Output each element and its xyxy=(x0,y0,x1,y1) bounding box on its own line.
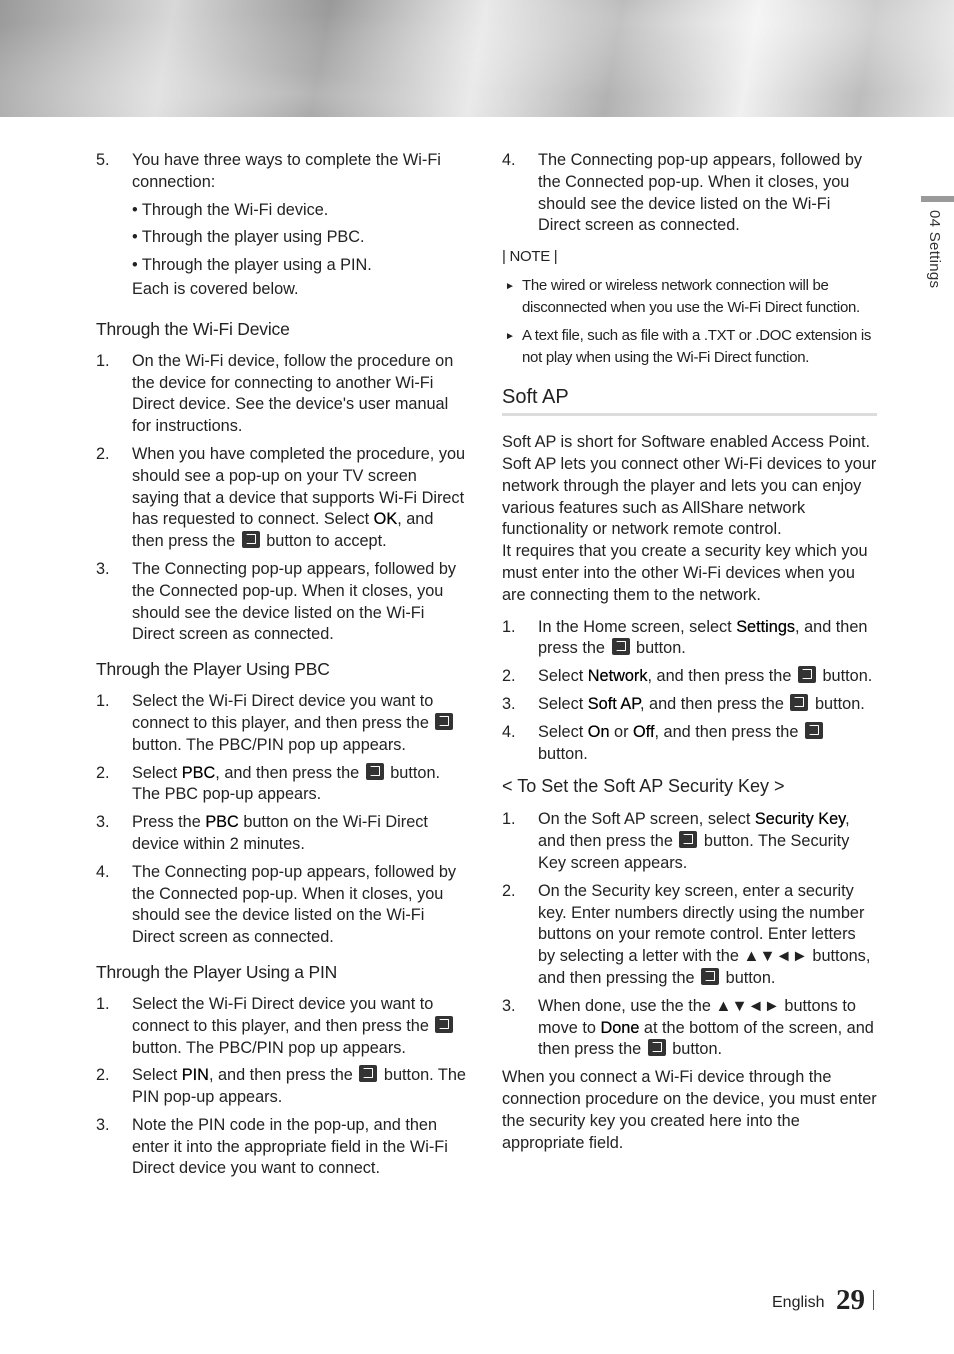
step-text: button. The PIN pop-up appears. xyxy=(132,1066,466,1107)
enter-button-icon xyxy=(612,638,630,655)
step-text: button. xyxy=(817,667,873,686)
body-text: It requires that you create a security key which you must enter into the other Wi-Fi devices when you are connecting them to the network. xyxy=(502,542,868,604)
step-number: 3. xyxy=(96,1115,110,1134)
right-column xyxy=(502,150,877,1154)
step-item xyxy=(96,763,468,807)
step-text: Select xyxy=(538,694,588,713)
step-text: The Connecting pop-up appears, followed by the Connected pop-up. When it closes, you should see the device listed on the Wi-Fi Direct screen as connected. xyxy=(132,559,457,644)
step-text: , and then press the xyxy=(208,1066,358,1085)
step-item xyxy=(502,694,877,716)
step-item xyxy=(96,994,468,1059)
step-number: 5. xyxy=(96,151,110,169)
step-text: Select xyxy=(538,667,588,686)
step-item xyxy=(96,1065,468,1109)
step-text: or xyxy=(609,722,634,741)
enter-button-icon xyxy=(790,694,808,711)
footer-language: English xyxy=(772,1294,825,1311)
step-text: button. The PBC pop-up appears. xyxy=(132,763,441,804)
ui-term: PBC xyxy=(205,813,239,832)
enter-button-icon xyxy=(435,1016,453,1033)
step-text: button on the Wi-Fi Direct device within 2 minutes. xyxy=(132,813,428,853)
step-item xyxy=(502,150,877,237)
step-item xyxy=(96,862,468,949)
step-number: 3. xyxy=(96,813,110,832)
subsection-heading: < To Set the Soft AP Security Key > xyxy=(502,776,785,797)
step-text: Note the PIN code in the pop-up, and then enter it into the appropriate field in the Wi-Fi Direct device you want to connect. xyxy=(132,1115,448,1178)
step-item xyxy=(96,812,468,856)
step-text: Select the Wi-Fi Direct device you want to connect to this player, and then press the xyxy=(132,692,434,732)
step-text: button. xyxy=(810,694,865,713)
step-text: , and then press the xyxy=(538,810,850,851)
body-text: Soft AP is short for Software enabled Access Point. xyxy=(502,433,871,452)
step-text: When you have completed the procedure, you should see a pop-up on your TV screen saying that a device that supports Wi-Fi Direct has requested to connect. Select xyxy=(132,444,466,529)
step-text: On the Wi-Fi device, follow the procedure on the device for connecting to another Wi-Fi Direct device. See the device's user manual for instructions. xyxy=(132,351,454,436)
enter-button-icon xyxy=(679,831,697,848)
step-number: 1. xyxy=(502,617,516,636)
step-text: at the bottom of the screen, and then press the xyxy=(538,1018,874,1059)
step-text: Select xyxy=(132,763,182,782)
step-text: , and then press the xyxy=(647,667,796,686)
step-item xyxy=(502,996,877,1061)
step-item xyxy=(502,617,877,661)
ui-term: On xyxy=(587,722,610,741)
step-text: button. xyxy=(538,744,588,763)
step-number: 4. xyxy=(502,722,516,741)
ui-term: PBC xyxy=(181,763,216,782)
step-text: , and then press the xyxy=(640,694,789,713)
step-text: In the Home screen, select xyxy=(538,617,737,636)
section-heading: Through the Player Using a PIN xyxy=(96,961,338,982)
bullet-item: • Through the player using PBC. xyxy=(132,228,365,247)
note-text: A text file, such as file with a .TXT or .DOC extension is not play when using the Wi-Fi Direct function. xyxy=(522,327,872,367)
step-text: You have three ways to complete the Wi-Fi connection: xyxy=(132,151,441,191)
step-text: Select xyxy=(132,1066,182,1085)
step-text: button. xyxy=(667,1040,723,1059)
enter-button-icon xyxy=(798,666,816,683)
body-text: When you connect a Wi-Fi device through the connection procedure on the device, you must enter the security key you created here into the appropriate field. xyxy=(502,1068,877,1152)
step-number: 2. xyxy=(502,667,516,686)
step-item xyxy=(96,150,468,194)
ui-term: Done xyxy=(600,1018,640,1037)
ui-term: Network xyxy=(587,667,648,686)
body-text: Soft AP lets you connect other Wi-Fi devices to your network through the player and lets you can enjoy various features such as AllShare network functionality or network remote control. xyxy=(502,454,877,539)
step-text: button to accept. xyxy=(261,532,387,551)
step-item xyxy=(96,1115,468,1180)
section-heading: Through the Player Using PBC xyxy=(96,659,330,680)
step-text: Press the xyxy=(132,813,206,832)
step-item xyxy=(96,351,468,438)
step-item xyxy=(96,444,468,553)
step-item xyxy=(502,881,877,990)
step-text: , and then press the xyxy=(538,617,868,658)
enter-button-icon xyxy=(435,713,453,730)
step-number: 2. xyxy=(96,1066,110,1085)
note-item xyxy=(502,325,877,369)
step-number: 2. xyxy=(96,763,110,782)
step-number: 2. xyxy=(96,444,110,463)
triangle-bullet-icon: ► xyxy=(505,281,515,293)
step-text: button. The PBC/PIN pop up appears. xyxy=(132,735,406,754)
page-number: 29 xyxy=(836,1284,865,1316)
left-column xyxy=(96,150,468,1186)
step-number: 1. xyxy=(96,994,110,1013)
ui-term: OK xyxy=(373,510,398,529)
step-text: button. The Security Key screen appears. xyxy=(538,832,850,872)
note-item xyxy=(502,275,877,319)
enter-button-icon xyxy=(366,763,384,780)
step-number: 3. xyxy=(502,694,516,713)
ui-term: Security Key xyxy=(754,810,846,829)
note-label: | NOTE | xyxy=(502,248,558,266)
step-text: button. The PBC/PIN pop up appears. xyxy=(132,1038,406,1057)
section-heading: Through the Wi-Fi Device xyxy=(96,318,290,339)
step-item xyxy=(502,666,877,688)
step-number: 2. xyxy=(502,881,516,900)
step-number: 1. xyxy=(96,351,110,370)
side-tab-label: 04 Settings xyxy=(926,210,943,289)
step-text: Select the Wi-Fi Direct device you want to connect to this player, and then press the xyxy=(132,994,434,1035)
side-tab-bar xyxy=(921,196,954,202)
step-number: 3. xyxy=(96,559,110,578)
step-number: 1. xyxy=(96,692,110,711)
ui-term: PIN xyxy=(181,1066,209,1085)
step-item xyxy=(502,809,877,874)
section-heading: Soft AP xyxy=(502,385,877,416)
bullet-list xyxy=(132,200,468,277)
step-number: 1. xyxy=(502,810,516,829)
step-text: button. xyxy=(721,968,776,987)
ui-term: Off xyxy=(633,722,655,741)
step-text: , and then press the xyxy=(132,510,434,551)
note-text: The wired or wireless network connection will be disconnected when you use the Wi-Fi Direct function. xyxy=(522,277,860,317)
step-text: Select xyxy=(538,722,588,741)
step-text: On the Security key screen, enter a security key. Enter numbers directly using the number buttons on your remote control. Enter letters by selecting a letter with the ▲▼◄► buttons, and then pressing the xyxy=(538,881,871,987)
step-text: , and then press the xyxy=(215,763,364,782)
step-text: When done, use the the ▲▼◄► buttons to move to xyxy=(538,996,856,1037)
ui-term: Settings xyxy=(736,617,796,636)
step-text: On the Soft AP screen, select xyxy=(538,810,755,829)
enter-button-icon xyxy=(648,1039,666,1056)
bullet-item: • Through the Wi-Fi device. xyxy=(132,200,329,219)
ui-term: Soft AP xyxy=(587,694,640,713)
enter-button-icon xyxy=(701,968,719,985)
step-item xyxy=(96,691,468,756)
step-text: The Connecting pop-up appears, followed by the Connected pop-up. When it closes, you should see the device listed on the Wi-Fi Direct screen as connected. xyxy=(132,862,457,947)
enter-button-icon xyxy=(359,1065,377,1082)
footer-divider xyxy=(873,1290,874,1310)
enter-button-icon xyxy=(805,722,823,739)
step-number: 4. xyxy=(96,862,110,881)
triangle-bullet-icon: ► xyxy=(505,331,515,343)
step-number: 3. xyxy=(502,996,516,1015)
step-number: 4. xyxy=(502,151,516,169)
header-banner xyxy=(0,0,954,117)
step-text: button. xyxy=(631,639,686,658)
body-text: Each is covered below. xyxy=(132,279,299,298)
step-text: The Connecting pop-up appears, followed by the Connected pop-up. When it closes, you should see the device listed on the Wi-Fi Direct screen as connected. xyxy=(538,151,863,235)
step-item xyxy=(502,722,877,766)
step-item xyxy=(96,559,468,646)
enter-button-icon xyxy=(242,531,260,548)
step-text: , and then press the xyxy=(654,722,803,741)
bullet-item: • Through the player using a PIN. xyxy=(132,256,372,275)
